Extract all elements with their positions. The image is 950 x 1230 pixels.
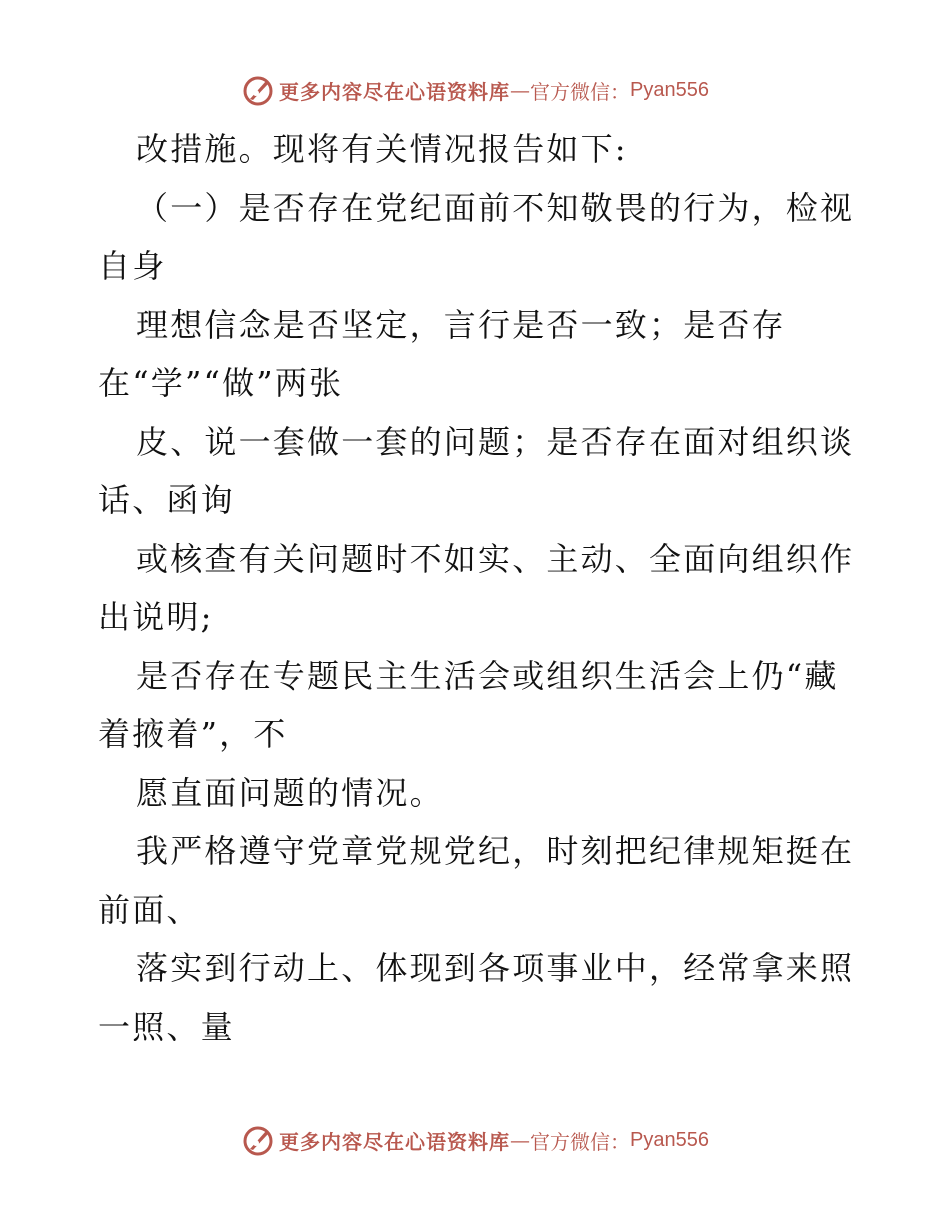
- footer-separator: —: [510, 1128, 531, 1152]
- paragraph-7: 愿直面问题的情况。: [136, 773, 444, 812]
- footer-wechat-id: Pyan556: [630, 1128, 709, 1151]
- paragraph-1: 改措施。现将有关情况报告如下:: [136, 130, 628, 168]
- header-brand-text: 更多内容尽在心语资料库: [279, 79, 511, 104]
- paragraph-3: 理想信念是否坚定，言行是否一致；是否存在“学”“做”两张: [98, 305, 786, 402]
- paragraph-5: 或核查有关问题时不如实、主动、全面向组织作出说明;: [98, 539, 855, 636]
- paragraph-4: 皮、说一套做一套的问题；是否存在面对组织谈话、函询: [98, 422, 855, 519]
- quill-logo-icon: [241, 1123, 275, 1157]
- footer-banner: [0, 1120, 950, 1160]
- footer-brand-text: 更多内容尽在心语资料库: [279, 1129, 511, 1154]
- header-separator: —: [510, 78, 531, 102]
- footer-wechat-label: 官方微信：: [530, 1129, 631, 1154]
- quill-logo-icon: [241, 73, 275, 107]
- document-body: [98, 120, 858, 1056]
- header-wechat-id: Pyan556: [630, 78, 709, 101]
- paragraph-6: 是否存在专题民主生活会或组织生活会上仍“藏着掖着”，不: [98, 656, 839, 753]
- paragraph-9: 落实到行动上、体现到各项事业中，经常拿来照一照、量: [98, 949, 855, 1046]
- header-banner: [0, 70, 950, 110]
- header-wechat-label: 官方微信：: [530, 79, 631, 104]
- paragraph-8: 我严格遵守党章党规党纪，时刻把纪律规矩挺在前面、: [98, 832, 855, 929]
- paragraph-2: （一）是否存在党纪面前不知敬畏的行为，检视自身: [98, 188, 855, 285]
